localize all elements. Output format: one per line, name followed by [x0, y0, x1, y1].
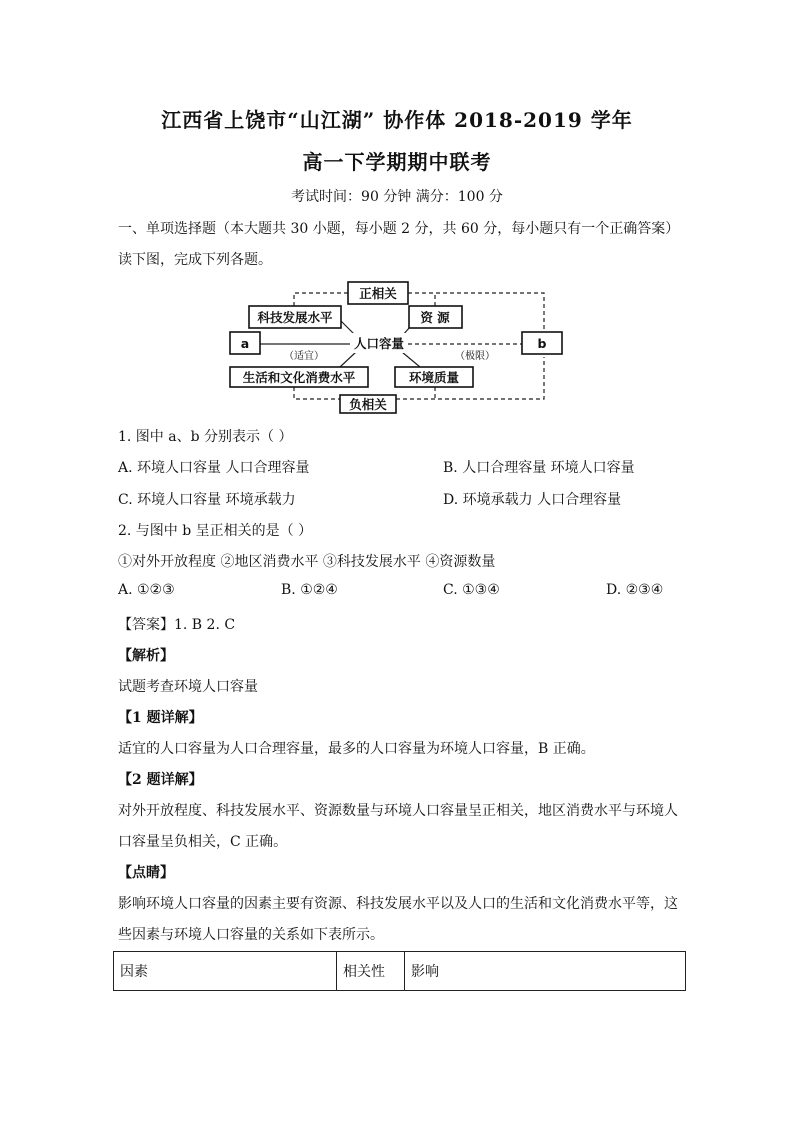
answer-line: 【答案】1. B 2. C	[118, 617, 236, 633]
question-2-stem: 2. 与图中 b 呈正相关的是（ ）	[118, 523, 313, 539]
section-heading: 一、单项选择题（本大题共 30 小题，每小题 2 分，共 60 分，每小题只有一个正确答案）	[118, 221, 680, 237]
resource-label: 资 源	[420, 310, 450, 325]
q1-option-d: D. 环境承载力 人口合理容量	[443, 492, 622, 508]
q2-option-d: D. ②③④	[606, 582, 664, 598]
analysis-heading: 【解析】	[118, 648, 174, 664]
table-header-row	[114, 952, 686, 991]
table-header-effect: 影响	[405, 952, 686, 991]
limit-label: （极限）	[455, 351, 495, 362]
living-label: 生活和文化消费水平	[242, 370, 356, 385]
q1-detail-text: 适宜的人口容量为人口合理容量，最多的人口容量为环境人口容量，B 正确。	[118, 741, 595, 757]
q1-detail-heading: 【1 题详解】	[118, 710, 203, 726]
points-text-1: 影响环境人口容量的因素主要有资源、科技发展水平以及人口的生活和文化消费水平等，这	[118, 896, 678, 912]
q2-option-c: C. ①③④	[443, 582, 500, 598]
analysis-text: 试题考查环境人口容量	[118, 679, 258, 695]
table-header-factor: 因素	[114, 952, 337, 991]
page-title: 江西省上饶市“山江湖” 协作体 2018-2019 学年	[161, 108, 633, 132]
points-text-2: 些因素与环境人口容量的关系如下表所示。	[118, 927, 384, 943]
positive-link-left	[294, 293, 348, 306]
population-label: 人口容量	[353, 336, 405, 351]
negative-link-left	[294, 387, 340, 399]
table-header-correlation: 相关性	[337, 952, 405, 991]
appropriate-label: （适宜）	[284, 351, 324, 362]
points-heading: 【点睛】	[118, 865, 174, 881]
q2-items: ①对外开放程度 ②地区消费水平 ③科技发展水平 ④资源数量	[118, 554, 496, 570]
q2-detail-text-1: 对外开放程度、科技发展水平、资源数量与环境人口容量呈正相关，地区消费水平与环境人	[118, 803, 678, 819]
negative-label: 负相关	[349, 397, 387, 412]
spoke-env	[402, 352, 420, 367]
q1-option-c: C. 环境人口容量 环境承载力	[118, 492, 296, 508]
q1-option-a: A. 环境人口容量 人口合理容量	[118, 460, 310, 476]
b-label: b	[537, 336, 547, 351]
q2-detail-text-2: 口容量呈负相关，C 正确。	[118, 834, 288, 850]
exam-info: 考试时间：90 分钟 满分：100 分	[291, 189, 503, 205]
q1-option-b: B. 人口合理容量 环境人口容量	[443, 460, 635, 476]
q2-detail-heading: 【2 题详解】	[118, 772, 203, 788]
instruction-text: 读下图，完成下列各题。	[118, 252, 272, 268]
q2-option-b: B. ①②④	[281, 582, 338, 598]
positive-label: 正相关	[359, 286, 397, 301]
population-capacity-diagram	[228, 271, 568, 417]
environment-label: 环境质量	[408, 370, 460, 385]
spoke-living	[340, 352, 356, 367]
factor-table	[113, 951, 686, 991]
q2-option-a: A. ①②③	[118, 582, 175, 598]
a-label: a	[240, 336, 250, 351]
page-subtitle: 高一下学期期中联考	[302, 150, 492, 174]
tech-label: 科技发展水平	[257, 310, 333, 325]
question-1-stem: 1. 图中 a、b 分别表示（ ）	[118, 429, 293, 445]
